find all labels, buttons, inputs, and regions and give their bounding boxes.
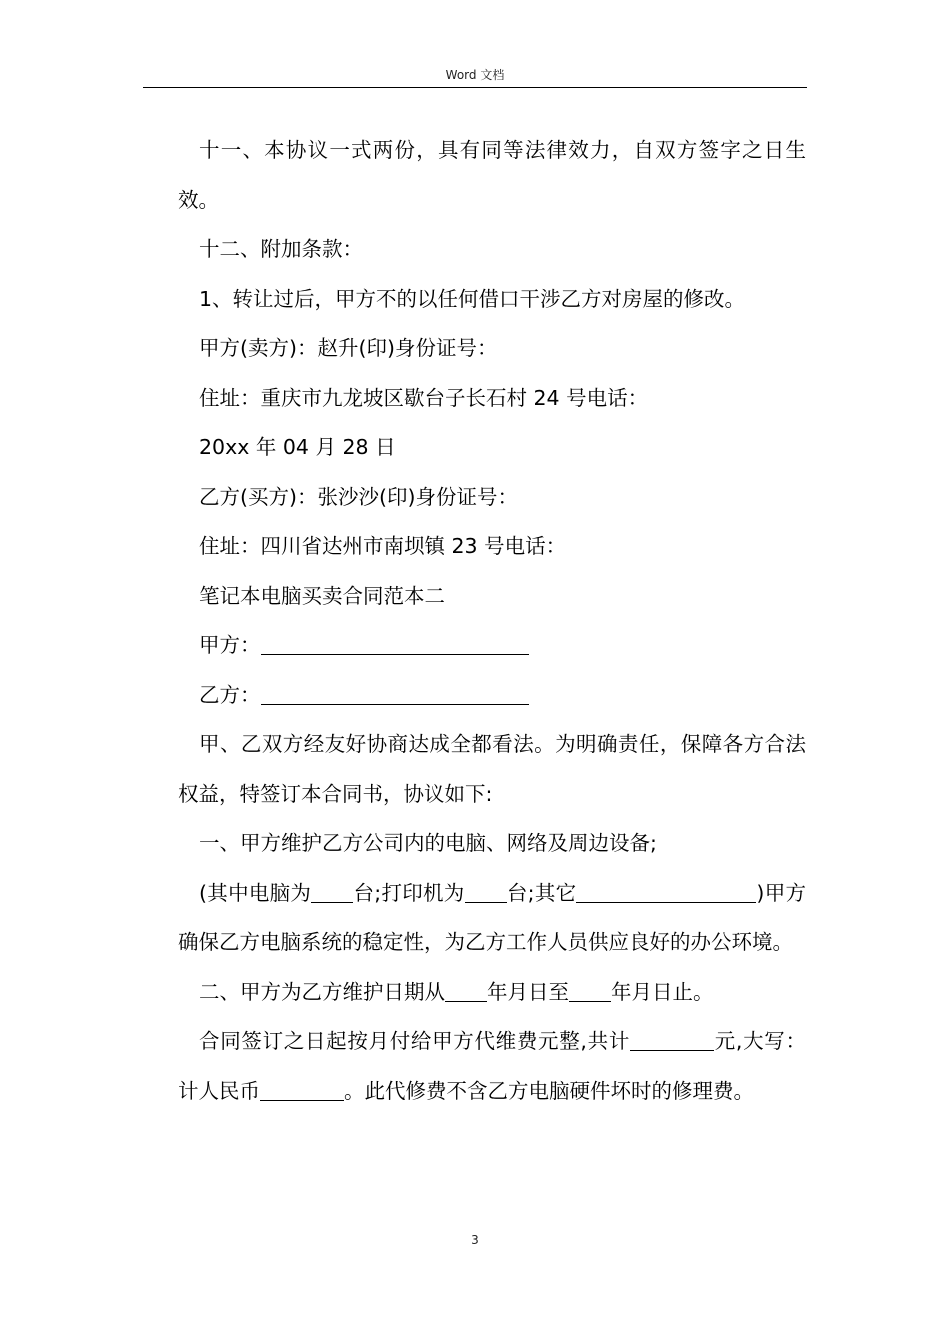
amount-in-words-blank — [260, 1079, 344, 1101]
clause-two-text-c: 年月日止。 — [611, 979, 714, 1004]
equipment-text-c: 台;其它 — [506, 880, 577, 905]
party-a-label: 甲方： — [199, 633, 261, 657]
total-amount-blank — [630, 1030, 714, 1052]
payment-text-c: 。此代修费不含乙方电脑硬件坏时的修理费。 — [344, 1078, 754, 1103]
start-year-blank — [445, 980, 487, 1002]
additional-term-1: 1、转让过后，甲方不的以任何借口干涉乙方对房屋的修改。 — [199, 286, 746, 311]
page-number: 3 — [471, 1233, 479, 1247]
clause-two — [178, 968, 806, 1018]
party-b-address-line: 住址：四川省达州市南坝镇 23 号电话： — [199, 534, 567, 558]
party-b-label: 乙方： — [199, 682, 261, 707]
party-a-address-line: 住址：重庆市九龙坡区歇台子长石村 24 号电话： — [199, 385, 649, 410]
equipment-text-b: 台;打印机为 — [353, 880, 465, 905]
computer-count-blank — [311, 881, 353, 903]
party-a-seller-line: 甲方(卖方)：赵升(印)身份证号： — [199, 336, 498, 360]
party-b-buyer-line: 乙方(买方)：张沙沙(印)身份证号： — [199, 484, 518, 509]
party-a-blank — [261, 634, 529, 656]
document-body — [178, 126, 806, 1116]
printer-count-blank — [465, 881, 507, 903]
equipment-text-d: )甲方确保乙方电脑系统的稳定性，为乙方工作人员供应良好的办公环境。 — [178, 880, 806, 954]
equipment-text-a: (其中电脑为 — [199, 880, 312, 905]
party-b-name-line — [178, 671, 806, 721]
end-year-blank — [569, 980, 611, 1002]
clause-two-text-a: 二、甲方为乙方维护日期从 — [199, 979, 445, 1004]
party-a-name-line — [178, 621, 806, 671]
header-rule — [143, 87, 807, 88]
party-b-blank — [261, 683, 529, 705]
contract-preamble: 甲、乙双方经友好协商达成全都看法。为明确责任，保障各方合法权益，特签订本合同书，协议如下: — [178, 732, 806, 806]
payment-text-a: 合同签订之日起按月付给甲方代维费元整,共计 — [199, 1029, 631, 1053]
contract-two-title: 笔记本电脑买卖合同范本二 — [199, 583, 445, 608]
clause-one: 一、甲方维护乙方公司内的电脑、网络及周边设备; — [199, 831, 657, 855]
clause-twelve-heading: 十二、附加条款： — [199, 237, 363, 261]
payment-clause — [178, 1017, 806, 1116]
other-equipment-blank — [576, 881, 756, 903]
clause-eleven: 十一、本协议一式两份，具有同等法律效力，自双方签字之日生效。 — [178, 138, 806, 212]
page-header: Word 文档 — [445, 68, 505, 82]
clause-two-text-b: 年月日至 — [487, 979, 569, 1004]
signing-date: 20xx 年 04 月 28 日 — [199, 435, 396, 459]
equipment-count-clause — [178, 869, 806, 968]
payment-text-b: 元,大写：计人民币 — [178, 1029, 806, 1103]
